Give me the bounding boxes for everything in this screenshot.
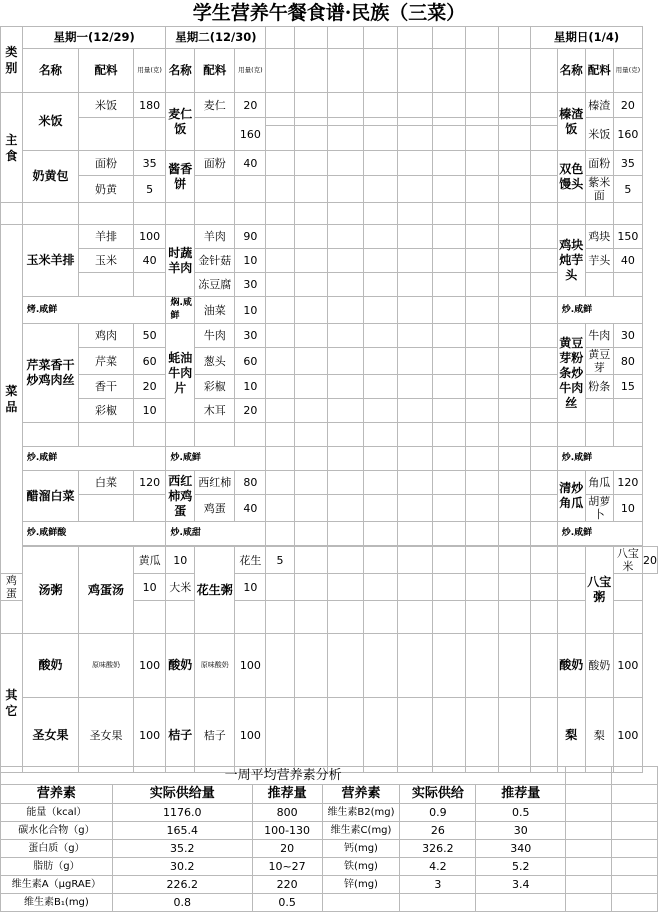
ingredient: 黄豆芽 — [585, 348, 613, 375]
day-header-mon: 星期一(12/29) — [22, 27, 166, 49]
amount: 160 — [235, 118, 266, 151]
dish-name: 奶黄包 — [22, 151, 78, 203]
amount: 30 — [613, 324, 642, 348]
ingredient: 面粉 — [585, 151, 613, 176]
amount: 100 — [613, 698, 642, 773]
amount: 60 — [133, 348, 166, 375]
ingredient: 胡萝卜 — [585, 495, 613, 522]
amount: 5 — [266, 547, 294, 574]
col-name-sun: 名称 — [557, 49, 585, 93]
dish-name: 酸奶 — [557, 634, 585, 698]
col-name-tue: 名称 — [166, 49, 195, 93]
nutrition-row — [1, 858, 658, 876]
amount: 60 — [235, 348, 266, 375]
nutrient-name: 铁(mg) — [322, 858, 400, 876]
actual-supply: 4.2 — [400, 858, 476, 876]
dish-name: 蚝油牛肉片 — [166, 324, 195, 423]
amount: 20 — [643, 547, 658, 574]
ingredient: 角瓜 — [585, 471, 613, 495]
nutrient-name: 脂肪（g） — [1, 858, 113, 876]
ingredient: 奶黄 — [79, 176, 134, 203]
recommended: 30 — [476, 822, 566, 840]
amount: 5 — [133, 176, 166, 203]
day-header-sun: 星期日(1/4) — [531, 27, 643, 49]
recommended: 800 — [252, 804, 322, 822]
nutrition-header: 营养素 — [1, 785, 113, 804]
col-amount-sun: 用量(克) — [613, 49, 642, 93]
actual-supply: 1176.0 — [112, 804, 252, 822]
recommended: 0.5 — [476, 804, 566, 822]
amount: 40 — [235, 151, 266, 176]
ingredient: 冻豆腐 — [195, 273, 235, 297]
ingredient: 花生 — [235, 547, 266, 574]
nutrition-table — [0, 766, 658, 912]
ingredient: 桔子 — [195, 698, 235, 773]
amount: 90 — [235, 225, 266, 249]
recommended: 0.5 — [252, 894, 322, 912]
amount: 10 — [235, 375, 266, 399]
recommended: 10~27 — [252, 858, 322, 876]
ingredient: 梨 — [585, 698, 613, 773]
category-dishes: 菜品 — [1, 225, 23, 574]
recommended: 3.4 — [476, 876, 566, 894]
nutrition-header: 推荐量 — [476, 785, 566, 804]
amount: 120 — [133, 471, 166, 495]
nutrient-name: 蛋白质（g） — [1, 840, 113, 858]
ingredient: 榛渣 — [585, 93, 613, 118]
ingredient: 金针菇 — [195, 249, 235, 273]
nutrient-name: 钙(mg) — [322, 840, 400, 858]
dish-name: 榛渣饭 — [557, 93, 585, 151]
category-other: 其它 — [1, 634, 23, 773]
dish-name: 酸奶 — [166, 634, 195, 698]
nutrition-row — [1, 876, 658, 894]
nutrition-row — [1, 894, 658, 912]
ingredient: 原味酸奶 — [195, 634, 235, 698]
amount: 15 — [613, 375, 642, 399]
ingredient — [195, 118, 235, 151]
ingredient: 芋头 — [585, 249, 613, 273]
dish-name: 时蔬羊肉 — [166, 225, 195, 297]
nutrition-row — [1, 804, 658, 822]
day-header-tue: 星期二(12/30) — [166, 27, 266, 49]
cooking-method: 炒.咸鲜 — [166, 447, 266, 471]
dish-name: 梨 — [557, 698, 585, 773]
cooking-method: 炒.咸鲜 — [22, 447, 166, 471]
ingredient: 米饭 — [79, 93, 134, 118]
ingredient: 面粉 — [195, 151, 235, 176]
nutrient-name: 维生素B₁(mg) — [1, 894, 113, 912]
amount: 80 — [235, 471, 266, 495]
ingredient: 白菜 — [79, 471, 134, 495]
dish-name: 酱香饼 — [166, 151, 195, 203]
actual-supply: 35.2 — [112, 840, 252, 858]
amount: 100 — [613, 634, 642, 698]
ingredient: 香干 — [79, 375, 134, 399]
nutrition-title: 一周平均营养素分析 — [1, 767, 566, 785]
recommended: 20 — [252, 840, 322, 858]
ingredient: 原味酸奶 — [79, 634, 134, 698]
nutrient-name: 锌(mg) — [322, 876, 400, 894]
ingredient: 圣女果 — [79, 698, 134, 773]
ingredient: 鸡肉 — [79, 324, 134, 348]
actual-supply: 165.4 — [112, 822, 252, 840]
actual-supply: 30.2 — [112, 858, 252, 876]
nutrient-name: 维生素A（μgRAE） — [1, 876, 113, 894]
amount: 160 — [613, 118, 642, 151]
amount: 20 — [133, 375, 166, 399]
col-ingredient-mon: 配料 — [79, 49, 134, 93]
ingredient: 八宝米 — [613, 547, 642, 574]
col-ingredient-sun: 配料 — [585, 49, 613, 93]
recommended: 220 — [252, 876, 322, 894]
cooking-method: 炒.咸甜 — [166, 522, 266, 546]
amount: 35 — [133, 151, 166, 176]
ingredient: 粉条 — [585, 375, 613, 399]
ingredient: 羊排 — [79, 225, 134, 249]
ingredient: 葱头 — [195, 348, 235, 375]
ingredient: 酸奶 — [585, 634, 613, 698]
amount: 180 — [133, 93, 166, 118]
cooking-method: 炒.咸鲜酸 — [22, 522, 166, 546]
dish-name: 黄豆芽粉条炒牛肉丝 — [557, 324, 585, 423]
dish-name: 圣女果 — [22, 698, 78, 773]
ingredient: 鸡蛋 — [1, 574, 23, 601]
ingredient: 西红柿 — [195, 471, 235, 495]
cooking-method: 炒.咸鲜 — [557, 522, 642, 546]
amount: 120 — [613, 471, 642, 495]
cooking-method: 焖.咸鲜 — [166, 297, 195, 324]
ingredient: 麦仁 — [195, 93, 235, 118]
ingredient: 木耳 — [195, 399, 235, 423]
amount: 10 — [235, 574, 266, 601]
nutrition-header: 推荐量 — [252, 785, 322, 804]
col-ingredient-tue: 配料 — [195, 49, 235, 93]
amount: 150 — [613, 225, 642, 249]
ingredient: 鸡块 — [585, 225, 613, 249]
amount: 20 — [235, 93, 266, 118]
ingredient: 牛肉 — [195, 324, 235, 348]
amount: 40 — [133, 249, 166, 273]
amount: 10 — [235, 297, 266, 324]
dish-name: 八宝粥 — [585, 547, 613, 634]
amount: 100 — [235, 634, 266, 698]
nutrition-header: 实际供给 — [400, 785, 476, 804]
amount: 20 — [235, 399, 266, 423]
dish-name: 桔子 — [166, 698, 195, 773]
recommended: 100-130 — [252, 822, 322, 840]
ingredient: 芹菜 — [79, 348, 134, 375]
actual-supply: 26 — [400, 822, 476, 840]
ingredient: 米饭 — [585, 118, 613, 151]
amount: 10 — [133, 574, 166, 601]
ingredient: 黄瓜 — [133, 547, 166, 574]
amount: 100 — [133, 698, 166, 773]
nutrition-row — [1, 822, 658, 840]
amount: 80 — [613, 348, 642, 375]
nutrition-header: 实际供给量 — [112, 785, 252, 804]
nutrient-name: 维生素B2(mg) — [322, 804, 400, 822]
nutrient-name: 能量（kcal） — [1, 804, 113, 822]
ingredient: 大米 — [166, 574, 195, 601]
ingredient: 彩椒 — [195, 375, 235, 399]
dish-name: 酸奶 — [22, 634, 78, 698]
col-amount-tue: 用量(克) — [235, 49, 266, 93]
cooking-method: 烤.咸鲜 — [22, 297, 166, 324]
amount: 5 — [613, 176, 642, 203]
amount: 10 — [235, 249, 266, 273]
category-soup: 汤粥 — [22, 547, 78, 634]
dish-name: 芹菜香干炒鸡肉丝 — [22, 324, 78, 423]
nutrient-name: 碳水化合物（g） — [1, 822, 113, 840]
amount: 10 — [133, 399, 166, 423]
amount: 40 — [613, 249, 642, 273]
actual-supply: 0.9 — [400, 804, 476, 822]
category-staple: 主食 — [1, 93, 23, 203]
amount: 10 — [166, 547, 195, 574]
dish-name: 玉米羊排 — [22, 225, 78, 297]
ingredient: 羊肉 — [195, 225, 235, 249]
ingredient: 牛肉 — [585, 324, 613, 348]
amount: 10 — [613, 495, 642, 522]
category-header: 类别 — [1, 27, 23, 93]
ingredient: 面粉 — [79, 151, 134, 176]
cooking-method: 炒.咸鲜 — [557, 297, 642, 324]
actual-supply: 3 — [400, 876, 476, 894]
actual-supply: 326.2 — [400, 840, 476, 858]
dish-name: 麦仁饭 — [166, 93, 195, 151]
ingredient: 油菜 — [195, 297, 235, 324]
dish-name: 鸡块炖芋头 — [557, 225, 585, 297]
amount: 30 — [235, 273, 266, 297]
amount: 50 — [133, 324, 166, 348]
actual-supply: 226.2 — [112, 876, 252, 894]
amount: 100 — [133, 634, 166, 698]
amount: 100 — [133, 225, 166, 249]
amount: 30 — [235, 324, 266, 348]
col-amount-mon: 用量(克) — [133, 49, 166, 93]
ingredient: 玉米 — [79, 249, 134, 273]
weekly-menu-table — [0, 26, 658, 773]
dish-name: 米饭 — [22, 93, 78, 151]
ingredient: 紫米面 — [585, 176, 613, 203]
ingredient: 彩椒 — [79, 399, 134, 423]
dish-name: 花生粥 — [195, 547, 235, 634]
nutrition-row — [1, 840, 658, 858]
amount: 35 — [613, 151, 642, 176]
amount: 100 — [235, 698, 266, 773]
amount: 40 — [235, 495, 266, 522]
col-name-mon: 名称 — [22, 49, 78, 93]
page-title: 学生营养午餐食谱·民族（三菜） — [192, 2, 466, 24]
nutrient-name: 维生素C(mg) — [322, 822, 400, 840]
ingredient: 鸡蛋 — [195, 495, 235, 522]
dish-name: 清炒角瓜 — [557, 471, 585, 522]
amount: 20 — [613, 93, 642, 118]
recommended: 340 — [476, 840, 566, 858]
recommended: 5.2 — [476, 858, 566, 876]
nutrition-header: 营养素 — [322, 785, 400, 804]
actual-supply: 0.8 — [112, 894, 252, 912]
dish-name: 双色馒头 — [557, 151, 585, 203]
dish-name: 西红柿鸡蛋 — [166, 471, 195, 522]
dish-name: 鸡蛋汤 — [79, 547, 134, 634]
cooking-method: 炒.咸鲜 — [557, 447, 642, 471]
dish-name: 醋溜白菜 — [22, 471, 78, 522]
